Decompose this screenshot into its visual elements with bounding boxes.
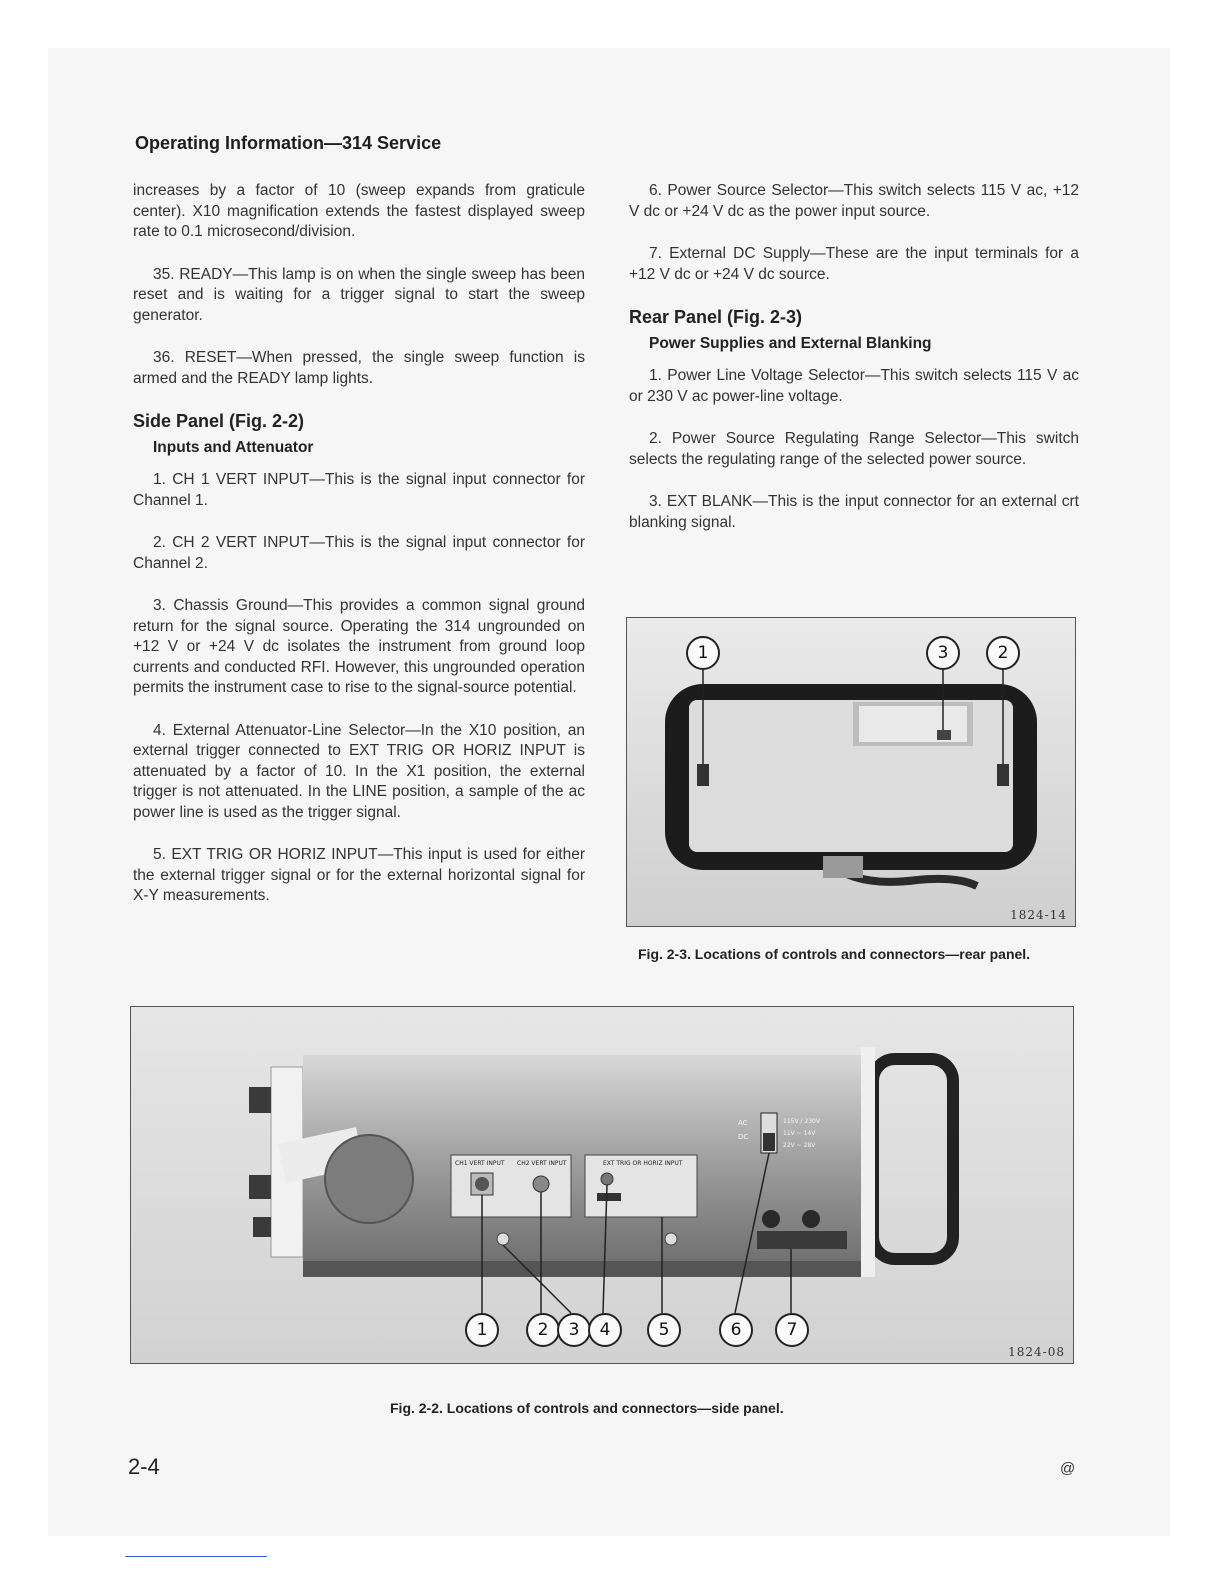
figure-number-rear: 1824-14 bbox=[1010, 908, 1067, 922]
front-knob-lower bbox=[253, 1217, 271, 1237]
footer-mark: @ bbox=[1060, 1460, 1076, 1477]
ch2-vert-input-connector bbox=[533, 1176, 549, 1192]
side-item-7: 7. External DC Supply—These are the input terminals for a +12 V dc or +24 V dc source. bbox=[629, 245, 1079, 283]
label-ch1-vert-input: CH1 VERT INPUT bbox=[455, 1160, 505, 1167]
right-column bbox=[629, 181, 1079, 555]
running-header: Operating Information—314 Service bbox=[135, 133, 442, 153]
callout-rear-1: 1 bbox=[686, 636, 720, 670]
bottom-rule bbox=[125, 1556, 267, 1557]
label-dc: DC bbox=[738, 1133, 749, 1141]
label-11-14: 11V ~ 14V bbox=[783, 1130, 816, 1137]
side-item-5: 5. EXT TRIG OR HORIZ INPUT—This input is used for either the external trigger signal or for the external horizontal signal for X-Y measurements. bbox=[133, 846, 585, 904]
figure-number-side: 1824-08 bbox=[1008, 1345, 1065, 1359]
rear-panel-subheading: Power Supplies and External Blanking bbox=[649, 334, 932, 352]
chassis-ground-post bbox=[497, 1233, 509, 1245]
ext-blank-connector bbox=[937, 730, 951, 740]
label-115-230: 115V / 230V bbox=[783, 1118, 820, 1125]
callout-side-3: 3 bbox=[557, 1313, 591, 1347]
front-knob-upper bbox=[249, 1087, 271, 1113]
side-panel-heading: Side Panel (Fig. 2-2) bbox=[133, 411, 305, 431]
callout-rear-3: 3 bbox=[926, 636, 960, 670]
callout-side-1: 1 bbox=[465, 1313, 499, 1347]
ext-atten-selector bbox=[597, 1193, 621, 1201]
dc-terminal-positive bbox=[762, 1210, 780, 1228]
label-ac: AC bbox=[738, 1119, 748, 1127]
callout-side-2: 2 bbox=[526, 1313, 560, 1347]
side-item-4: 4. External Attenuator-Line Selector—In the X10 position, an external trigger connected to EXT TRIG OR HORIZ INPUT is attenuated by a factor of 10. In the X1 position, the external trigger is not attenuated. In the LINE position, a sample of the ac power line is used as the trigger signal. bbox=[133, 721, 585, 821]
rear-item-3: 3. EXT BLANK—This is the input connector for an external crt blanking signal. bbox=[629, 493, 1079, 531]
item-36-reset: 36. RESET—When pressed, the single sweep function is armed and the READY lamp lights. bbox=[133, 349, 585, 387]
callout-side-5: 5 bbox=[647, 1313, 681, 1347]
item-35-ready: 35. READY—This lamp is on when the single sweep has been reset and is waiting for a trigger signal to start the sweep generator. bbox=[133, 265, 585, 324]
figure-side-panel-photo bbox=[130, 1006, 1074, 1364]
voltage-selector-switch bbox=[697, 764, 709, 786]
rear-panel-heading: Rear Panel (Fig. 2-3) bbox=[629, 307, 803, 327]
paragraph-magnifier: increases by a factor of 10 (sweep expands from graticule center). X10 magnification extends the fastest displayed sweep rate to 0.1 microsecond/division. bbox=[133, 182, 585, 240]
figure-rear-panel-photo bbox=[626, 617, 1076, 927]
ch1-vert-input-connector bbox=[475, 1177, 489, 1191]
left-column bbox=[133, 181, 585, 929]
side-panel-illustration bbox=[131, 1007, 1073, 1363]
label-ext-trig: EXT TRIG OR HORIZ INPUT bbox=[603, 1160, 683, 1167]
side-panel-subheading: Inputs and Attenuator bbox=[153, 438, 314, 456]
caption-fig-2-3: Fig. 2-3. Locations of controls and connectors—rear panel. bbox=[638, 946, 1031, 962]
callout-side-7: 7 bbox=[775, 1313, 809, 1347]
rear-item-1: 1. Power Line Voltage Selector—This switch selects 115 V ac or 230 V ac power-line voltage. bbox=[629, 367, 1079, 405]
dc-terminal-negative bbox=[802, 1210, 820, 1228]
side-item-3: 3. Chassis Ground—This provides a common signal ground return for the signal source. Operating the 314 ungrounded on +12 V or +24 V dc isolates the instrument from ground loop currents and conducted RFI. However, this ungrounded operation permits the instrument case to rise to the signal-source potential. bbox=[133, 597, 585, 696]
label-22-28: 22V ~ 28V bbox=[783, 1142, 816, 1149]
callout-rear-2: 2 bbox=[986, 636, 1020, 670]
side-item-2: 2. CH 2 VERT INPUT—This is the signal input connector for Channel 2. bbox=[133, 534, 585, 572]
callout-side-4: 4 bbox=[588, 1313, 622, 1347]
caption-fig-2-2: Fig. 2-2. Locations of controls and connectors—side panel. bbox=[390, 1400, 784, 1416]
rear-item-2: 2. Power Source Regulating Range Selector—This switch selects the regulating range of the selected power source. bbox=[629, 430, 1079, 468]
side-item-1: 1. CH 1 VERT INPUT—This is the signal input connector for Channel 1. bbox=[133, 471, 585, 509]
callout-side-6: 6 bbox=[719, 1313, 753, 1347]
range-selector-switch bbox=[997, 764, 1009, 786]
label-ch2-vert-input: CH2 VERT INPUT bbox=[517, 1160, 567, 1167]
ext-trig-connector bbox=[601, 1173, 613, 1185]
front-knob-middle bbox=[249, 1175, 271, 1199]
side-item-6: 6. Power Source Selector—This switch selects 115 V ac, +12 V dc or +24 V dc as the power input source. bbox=[629, 182, 1079, 220]
handle-hub bbox=[325, 1135, 413, 1223]
page-number: 2-4 bbox=[128, 1454, 160, 1479]
